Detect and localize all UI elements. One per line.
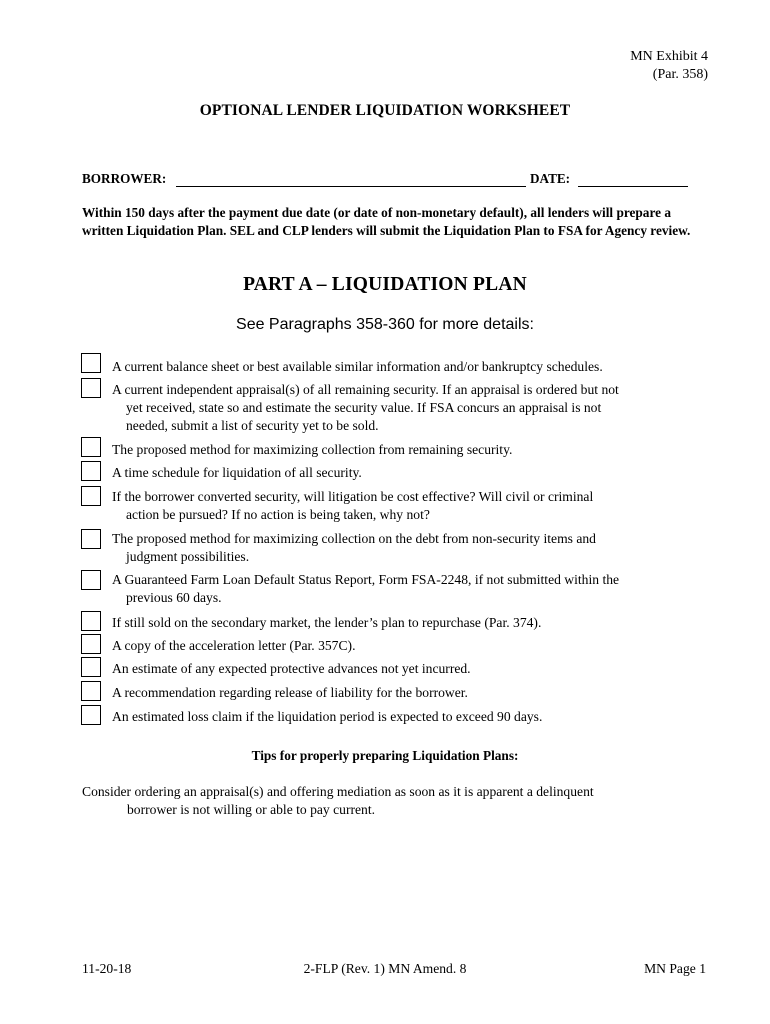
borrower-date-row [82, 171, 688, 191]
checkbox[interactable] [81, 681, 101, 701]
checklist-item-text [112, 571, 698, 607]
checkbox[interactable] [81, 570, 101, 590]
document-title: OPTIONAL LENDER LIQUIDATION WORKSHEET [199, 102, 571, 119]
checklist-item-line: An estimate of any expected protective advances not yet incurred. [112, 661, 471, 676]
checkbox[interactable] [81, 705, 101, 725]
checklist-item-text [112, 441, 698, 459]
checkbox[interactable] [81, 611, 101, 631]
intro-paragraph: Within 150 days after the payment due date (or date of non-monetary default), all lenders will prepare a written Liquidation Plan. SEL and CLP lenders will submit the Liquidation Plan to FSA for Agency review. [82, 205, 691, 238]
borrower-field[interactable] [176, 186, 526, 187]
date-field[interactable] [578, 186, 688, 187]
checkbox[interactable] [81, 634, 101, 654]
checklist-item-line: If still sold on the secondary market, the lender’s plan to repurchase (Par. 374). [112, 615, 542, 630]
tips-line-1: Consider ordering an appraisal(s) and offering mediation as soon as it is apparent a delinquent [82, 784, 594, 799]
checklist-item-text [112, 488, 698, 524]
paragraph-reference: (Par. 358) [652, 67, 708, 82]
checklist-item-continuation: judgment possibilities. [126, 549, 250, 564]
footer-document-id: 2-FLP (Rev. 1) MN Amend. 8 [303, 961, 467, 976]
checklist-item-continuation: action be pursued? If no action is being taken, why not? [126, 507, 430, 522]
checkbox[interactable] [81, 486, 101, 506]
part-a-heading: PART A – LIQUIDATION PLAN [243, 274, 527, 295]
checklist-item-line: If the borrower converted security, will litigation be cost effective? Will civil or criminal [112, 489, 594, 504]
checklist-item-text [112, 530, 698, 566]
checkbox[interactable] [81, 657, 101, 677]
checklist-item-continuation: needed, submit a list of security yet to be sold. [126, 418, 379, 433]
date-label: DATE: [530, 171, 571, 186]
tips-heading: Tips for properly preparing Liquidation Plans: [251, 748, 519, 763]
checklist-item-line: A current balance sheet or best available similar information and/or bankruptcy schedules. [112, 359, 603, 374]
checklist-item-continuation: yet received, state so and estimate the security value. If FSA concurs an appraisal is not [126, 400, 602, 415]
checklist-item-text [112, 358, 698, 376]
tips-line-2: borrower is not willing or able to pay current. [127, 802, 376, 817]
checklist-item-line: The proposed method for maximizing collection from remaining security. [112, 442, 513, 457]
checkbox[interactable] [81, 437, 101, 457]
checklist-item-continuation: previous 60 days. [126, 590, 222, 605]
checklist-item-line: A recommendation regarding release of liability for the borrower. [112, 685, 468, 700]
checkbox[interactable] [81, 353, 101, 373]
checklist-item-text [112, 381, 698, 435]
tips-text [82, 783, 682, 819]
exhibit-reference [630, 48, 708, 84]
checkbox[interactable] [81, 529, 101, 549]
checklist-item-text [112, 464, 698, 482]
checklist-item-text [112, 660, 698, 678]
checklist-item-text [112, 637, 698, 655]
borrower-label: BORROWER: [82, 171, 167, 186]
footer-page-number: MN Page 1 [644, 961, 706, 976]
checklist-item-text [112, 684, 698, 702]
checklist-item-line: An estimated loss claim if the liquidation period is expected to exceed 90 days. [112, 709, 543, 724]
checklist-item-line: The proposed method for maximizing collection on the debt from non-security items and [112, 531, 596, 546]
checkbox[interactable] [81, 461, 101, 481]
checkbox[interactable] [81, 378, 101, 398]
checklist-item-text [112, 614, 698, 632]
checklist-item-text [112, 708, 698, 726]
checklist-item-line: A current independent appraisal(s) of all remaining security. If an appraisal is ordered but not [112, 382, 619, 397]
checklist-item-line: A Guaranteed Farm Loan Default Status Report, Form FSA-2248, if not submitted within the [112, 572, 620, 587]
checklist-item-line: A copy of the acceleration letter (Par. 357C). [112, 638, 356, 653]
footer-date: 11-20-18 [82, 961, 132, 976]
checklist-item-line: A time schedule for liquidation of all security. [112, 465, 362, 480]
exhibit-number: MN Exhibit 4 [630, 49, 708, 64]
paragraph-reference-note: See Paragraphs 358-360 for more details: [236, 316, 534, 333]
